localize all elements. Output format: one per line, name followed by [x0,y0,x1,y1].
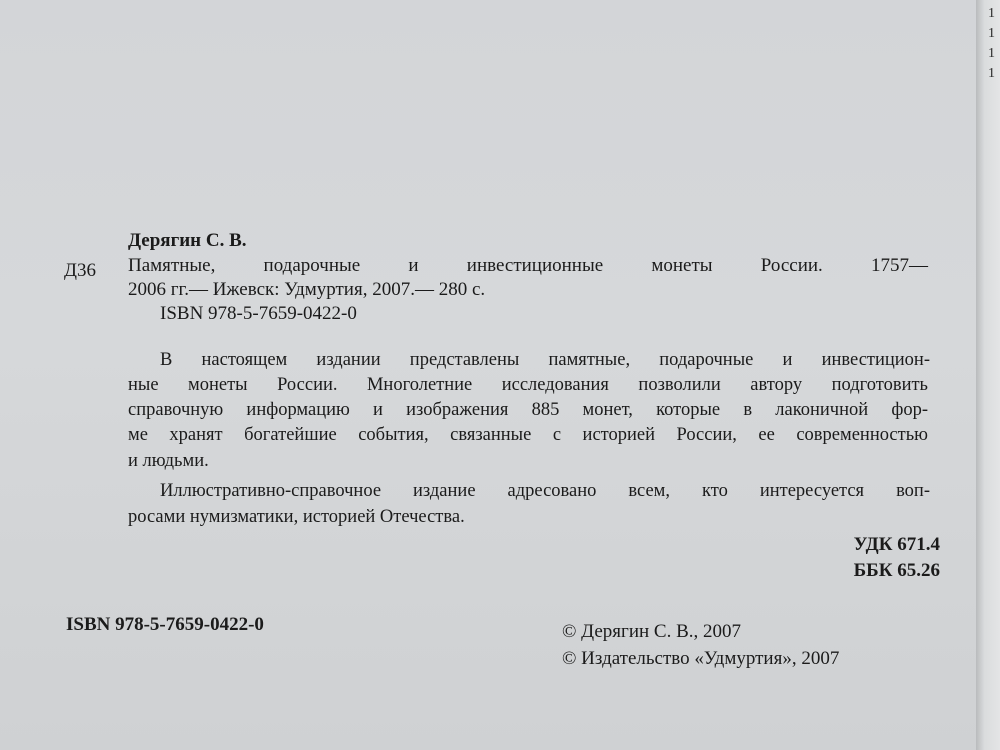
annotation-line-1: В настоящем издании представлены памятные, подарочные и инвестицион- [160,350,930,370]
udk-code: УДК 671.4 [853,534,940,555]
title-line-2: 2006 гг.— Ижевск: Удмуртия, 2007.— 280 с. [128,279,486,300]
audience-line-1: Иллюстративно-справочное издание адресовано всем, кто интересуется воп- [160,481,930,501]
title-line-1: Памятные, подарочные и инвестиционные монеты России. 1757— [128,255,928,276]
copyright-author: © Дерягин С. В., 2007 [562,621,742,642]
bbk-code: ББК 65.26 [853,560,940,581]
edge-digit: 1 [988,66,995,81]
edge-digit: 1 [988,6,995,21]
annotation-line-2: ные монеты России. Многолетние исследования позволили автору подготовить [128,375,928,395]
edge-digit: 1 [988,26,995,41]
isbn-line: ISBN 978-5-7659-0422-0 [160,303,357,324]
copyright-publisher: © Издательство «Удмуртия», 2007 [562,648,840,669]
classmark: Д36 [64,260,96,281]
annotation-line-4: ме хранят богатейшие события, связанные с историей России, ее современностью [128,425,928,445]
author-heading: Дерягин С. В. [128,230,247,251]
next-page-edge [976,0,1000,750]
edge-digit: 1 [988,46,995,61]
annotation-line-3: справочную информацию и изображения 885 монет, которые в лаконичной фор- [128,400,928,420]
annotation-line-5: и людьми. [128,451,209,471]
audience-line-2: росами нумизматики, историей Отечества. [128,507,465,527]
footer-isbn: ISBN 978-5-7659-0422-0 [66,614,264,635]
